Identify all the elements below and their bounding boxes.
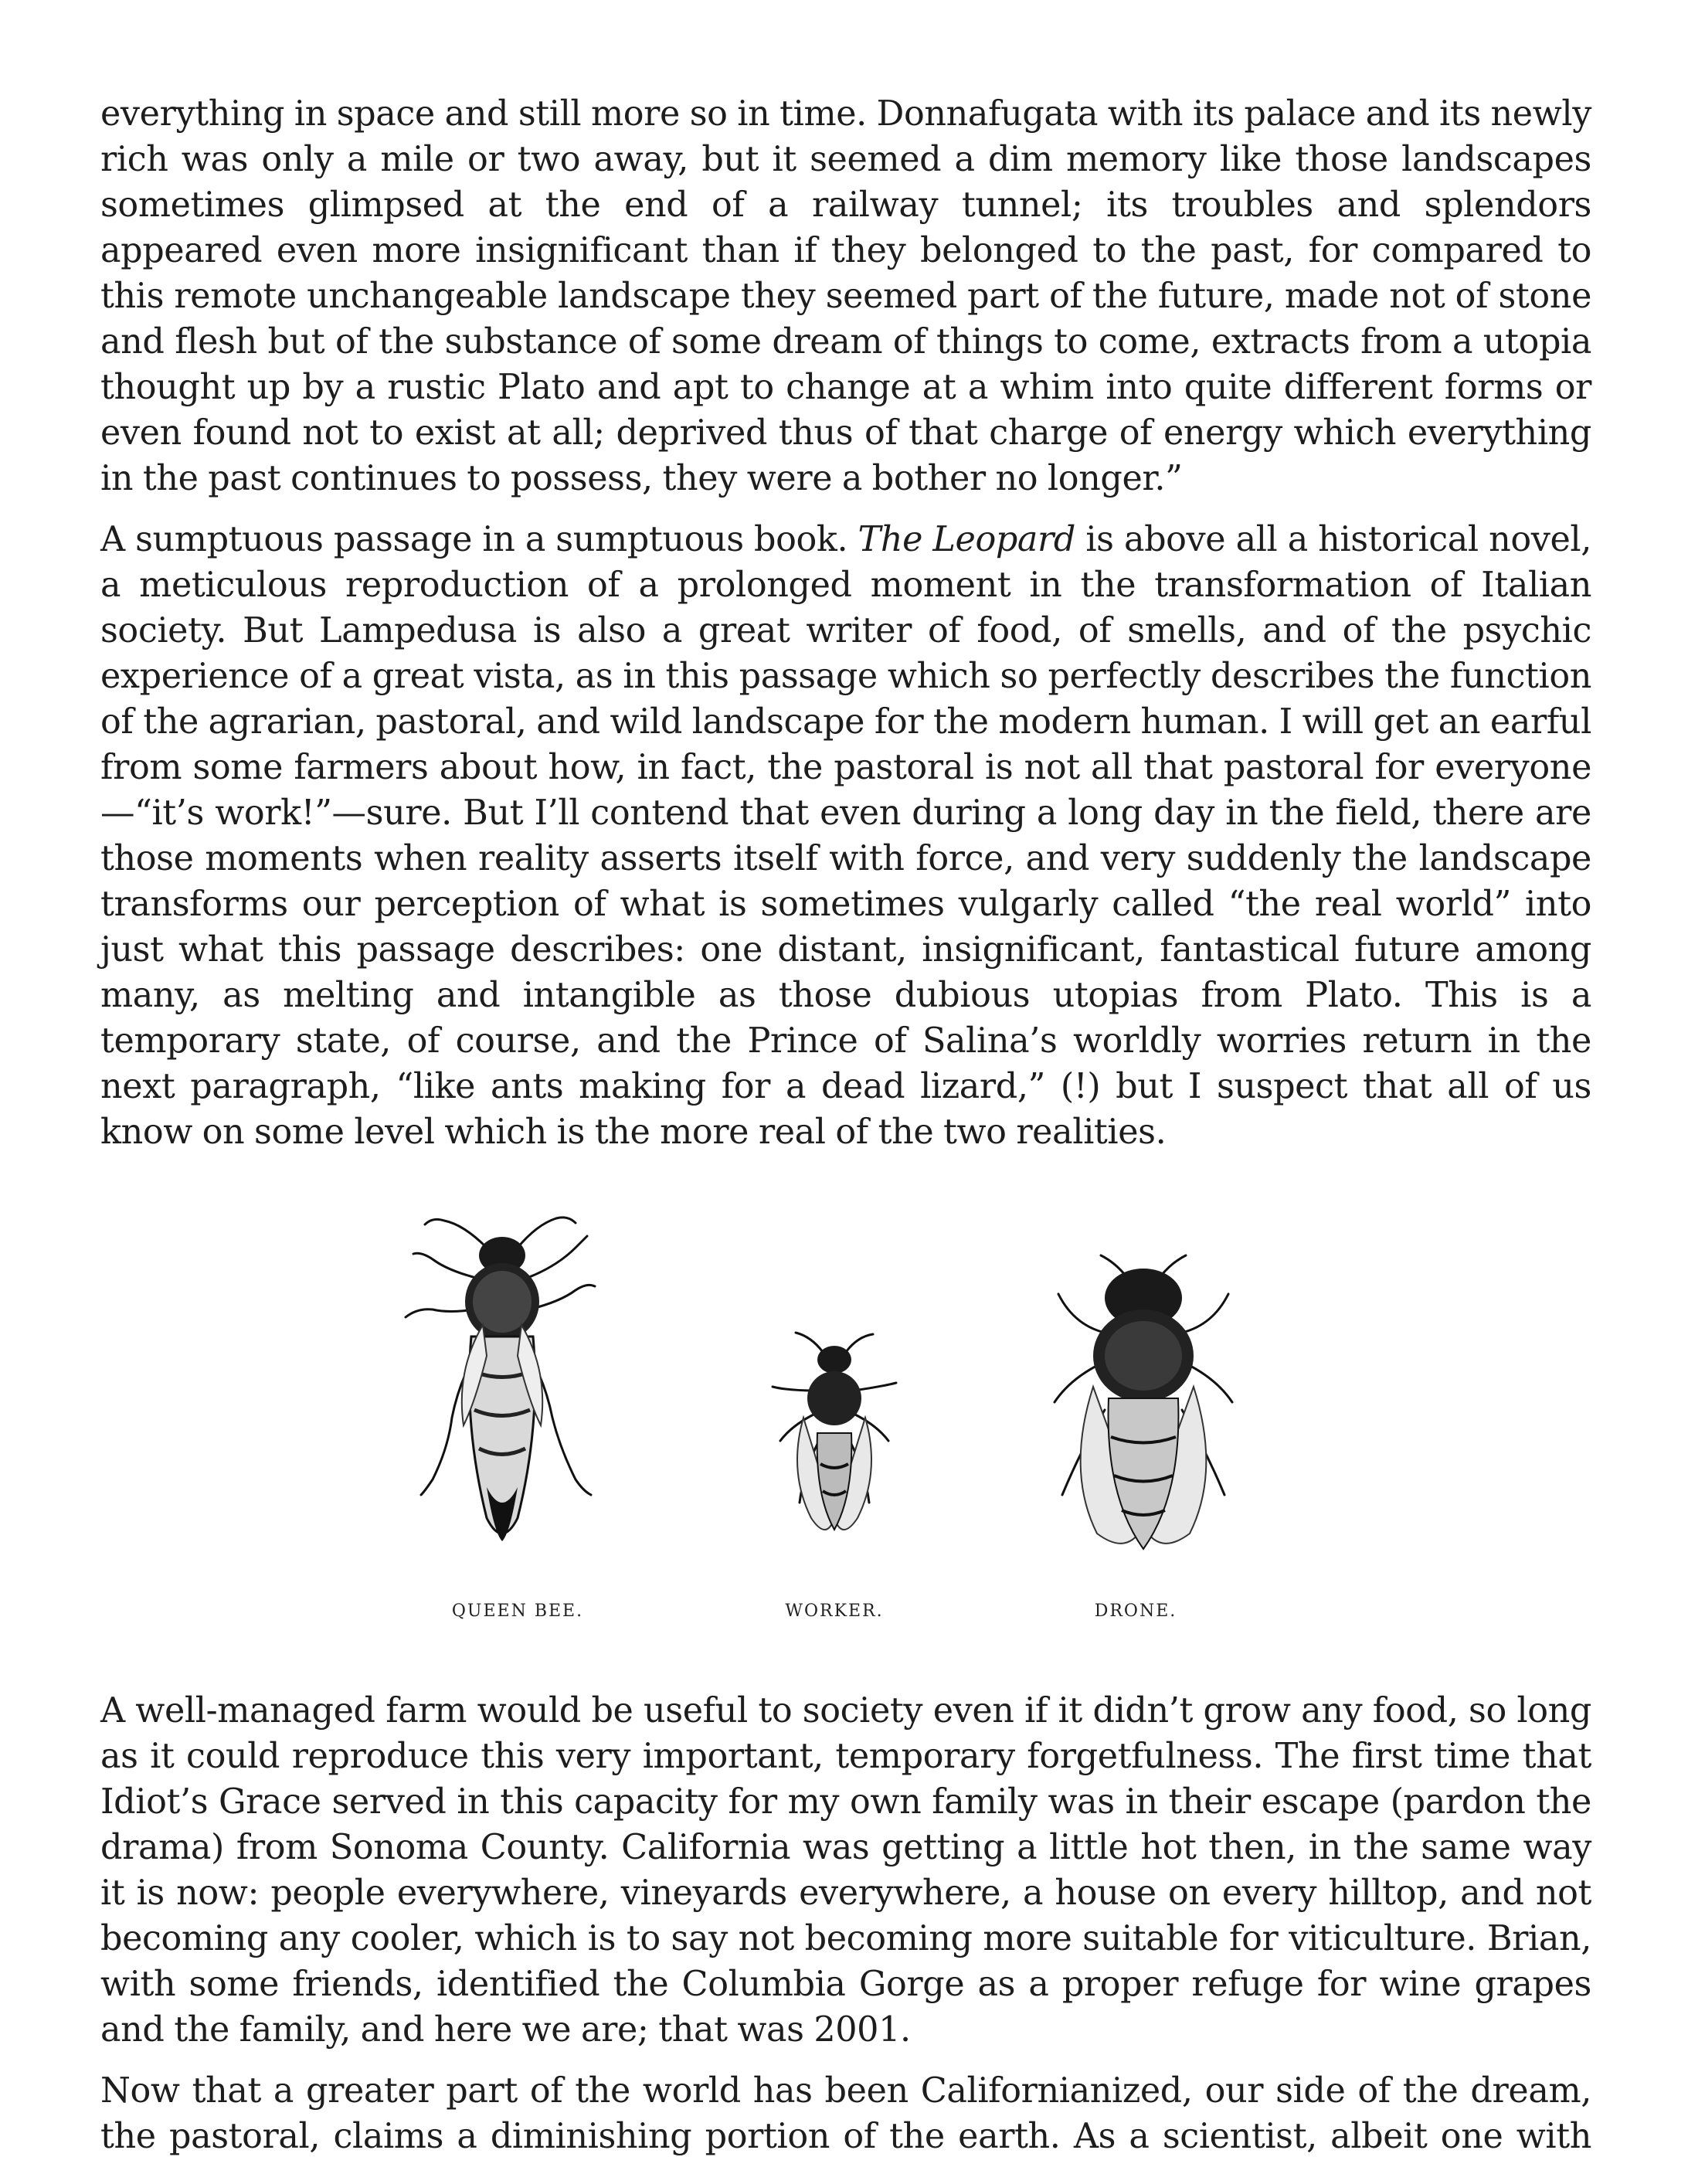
caption-queen-bee: QUEEN BEE. [451,1601,584,1621]
paragraph-text: is above all a historical novel, a meticulous reproduction of a prolonged moment in the transformation of Italian society. But Lampedusa is also a great writer of food, of smells, and of the psychic experience of a great vista, as in this passage which so perfectly describes the function of the agrarian, pastoral, and wild landscape for the modern human. I will get an earful from some farmers about how, in fact, the pastoral is not all that pastoral for everyone—“it’s work!”—sure. But I’ll contend that even during a long day in the field, there are those moments when reality asserts itself with force, and very suddenly the landscape transforms our perception of what is sometimes vulgarly called “the real world” into just what this passage describes: one distant, insignificant, fantastical future among many, as melting and intangible as those dubious utopias from Plato. This is a temporary state, of course, and the Prince of Salina’s worldly worries return in the next paragraph, “like ants making for a dead lizard,” (!) but I suspect that all of us know on some level which is the more real of the two realities. [100,520,1591,1152]
page-content [100,91,1591,2159]
paragraph-farm-forgetfulness: A well-managed farm would be useful to society even if it didn’t grow any food, so long as it could reproduce this very important, temporary forgetfulness. The first time that Idiot’s Grace served in this capacity for my own family was in their escape (pardon the drama) from Sonoma County. California was getting a little hot then, in the same way it is now: people everywhere, vineyards everywhere, a house on every hilltop, and not becoming any cooler, which is to say not becoming more suitable for viticulture. Brian, with some friends, identified the Columbia Gorge as a proper refuge for wine grapes and the family, and here we are; that was 2001. [100,1691,1591,2050]
caption-drone: DRONE. [1094,1601,1177,1621]
paragraph-californianized: Now that a greater part of the world has been Californianized, our side of the dream, the pastoral, claims a diminishing portion of the earth. As a scientist, albeit one with [100,2071,1591,2156]
drone-bee-illustration [1027,1248,1259,1572]
paragraph-leopard-commentary [100,517,1591,1155]
caption-worker: WORKER. [785,1601,884,1621]
paragraph-text: A sumptuous passage in a sumptuous book. [100,520,858,559]
bee-illustration [100,1178,1591,1657]
worker-bee-illustration [757,1317,912,1557]
paragraph-quote-ending: everything in space and still more so in time. Donnafugata with its palace and its newly rich was only a mile or two away, but it seemed a dim memory like those landscapes sometimes glimpsed at the end of a railway tunnel; its troubles and splendors appeared even more insignificant than if they belonged to the past, for compared to this remote unchangeable landscape they seemed part of the future, made not of stone and flesh but of the substance of some dream of things to come, extracts from a utopia thought up by a rustic Plato and apt to change at a whim into quite different forms or even found not to exist at all; deprived thus of that charge of energy which everything in the past continues to possess, they were a bother no longer.” [100,94,1591,498]
book-title: The Leopard [858,520,1076,559]
queen-bee-illustration [379,1194,626,1580]
